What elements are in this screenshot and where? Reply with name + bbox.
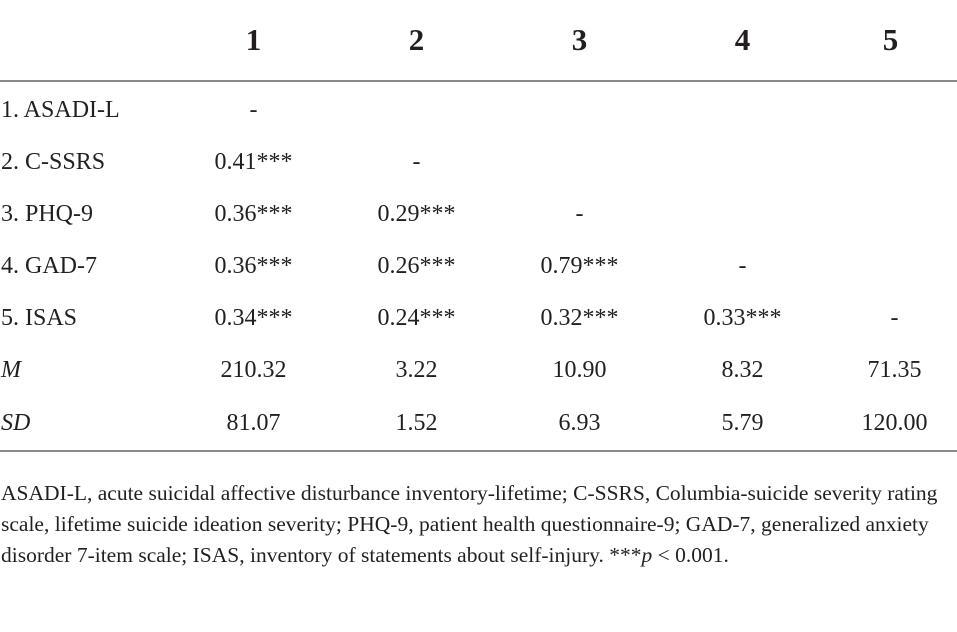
table-cell: 0.41*** (214, 148, 293, 175)
table-cell: 0.79*** (540, 252, 619, 279)
table-cell: - (249, 96, 258, 123)
row-label: 2. C-SSRS (1, 148, 106, 175)
table-row (0, 188, 957, 240)
header-cell: 5 (824, 0, 957, 81)
table-cell (335, 81, 498, 136)
header-cell: 3 (498, 0, 661, 81)
table-row (0, 396, 957, 451)
table-cell: 8.32 (721, 356, 764, 383)
footnote-p-value: < 0.001. (652, 543, 729, 567)
table-row (0, 136, 957, 188)
header-row (0, 0, 957, 81)
table-cell: 0.26*** (377, 252, 456, 279)
table-cell: 0.36*** (214, 252, 293, 279)
table-row (0, 240, 957, 292)
table-cell (661, 81, 824, 136)
header-cell: 4 (661, 0, 824, 81)
row-label: 1. ASADI-L (1, 96, 120, 123)
table-cell: 120.00 (824, 396, 957, 451)
table-cell: - (412, 148, 421, 175)
table-cell: 5.79 (661, 396, 824, 451)
table-cell: 6.93 (498, 396, 661, 451)
row-label: 4. GAD-7 (1, 252, 97, 279)
table-cell (498, 136, 661, 188)
table-cell: 0.36*** (214, 200, 293, 227)
table-cell: 10.90 (552, 356, 607, 383)
table-cell (824, 188, 957, 240)
table-cell (824, 240, 957, 292)
table-cell: 3.22 (395, 356, 438, 383)
table-cell: 0.34*** (214, 304, 293, 331)
table-cell: 0.29*** (377, 200, 456, 227)
table-cell: - (738, 252, 747, 279)
table-cell: 0.32*** (540, 304, 619, 331)
table-cell (661, 188, 824, 240)
row-label: M (1, 356, 21, 383)
table-cell: 71.35 (867, 356, 922, 383)
table-cell: 1.52 (335, 396, 498, 451)
row-label: 5. ISAS (1, 304, 78, 331)
table-cell: 81.07 (172, 396, 335, 451)
table-cell: 0.33*** (703, 304, 782, 331)
table-cell (498, 81, 661, 136)
table-cell: 210.32 (220, 356, 287, 383)
header-cell: 2 (335, 0, 498, 81)
table-cell: 0.24*** (377, 304, 456, 331)
table-cell: - (575, 200, 584, 227)
row-label: SD (0, 396, 172, 451)
footnote-text: ASADI-L, acute suicidal affective disturbance inventory-lifetime; C-SSRS, Columbia-suicide severity rating scale, lifetime suicide ideation severity; PHQ-9, patient health questionnaire-9; GAD-7, generalized anxiety disorder 7-item scale; ISAS, inventory of statements about self-injury. *** (1, 481, 938, 567)
table-cell (824, 136, 957, 188)
table-row (0, 292, 957, 344)
table-footnote (1, 478, 951, 571)
row-label: 3. PHQ-9 (1, 200, 94, 227)
table-cell (824, 81, 957, 136)
table-cell (661, 136, 824, 188)
footnote-p-symbol: p (641, 543, 653, 567)
table-row (0, 344, 957, 396)
header-cell: 1 (172, 0, 335, 81)
table-cell: - (890, 304, 899, 331)
table-row (0, 81, 957, 136)
header-cell-empty (0, 0, 172, 81)
